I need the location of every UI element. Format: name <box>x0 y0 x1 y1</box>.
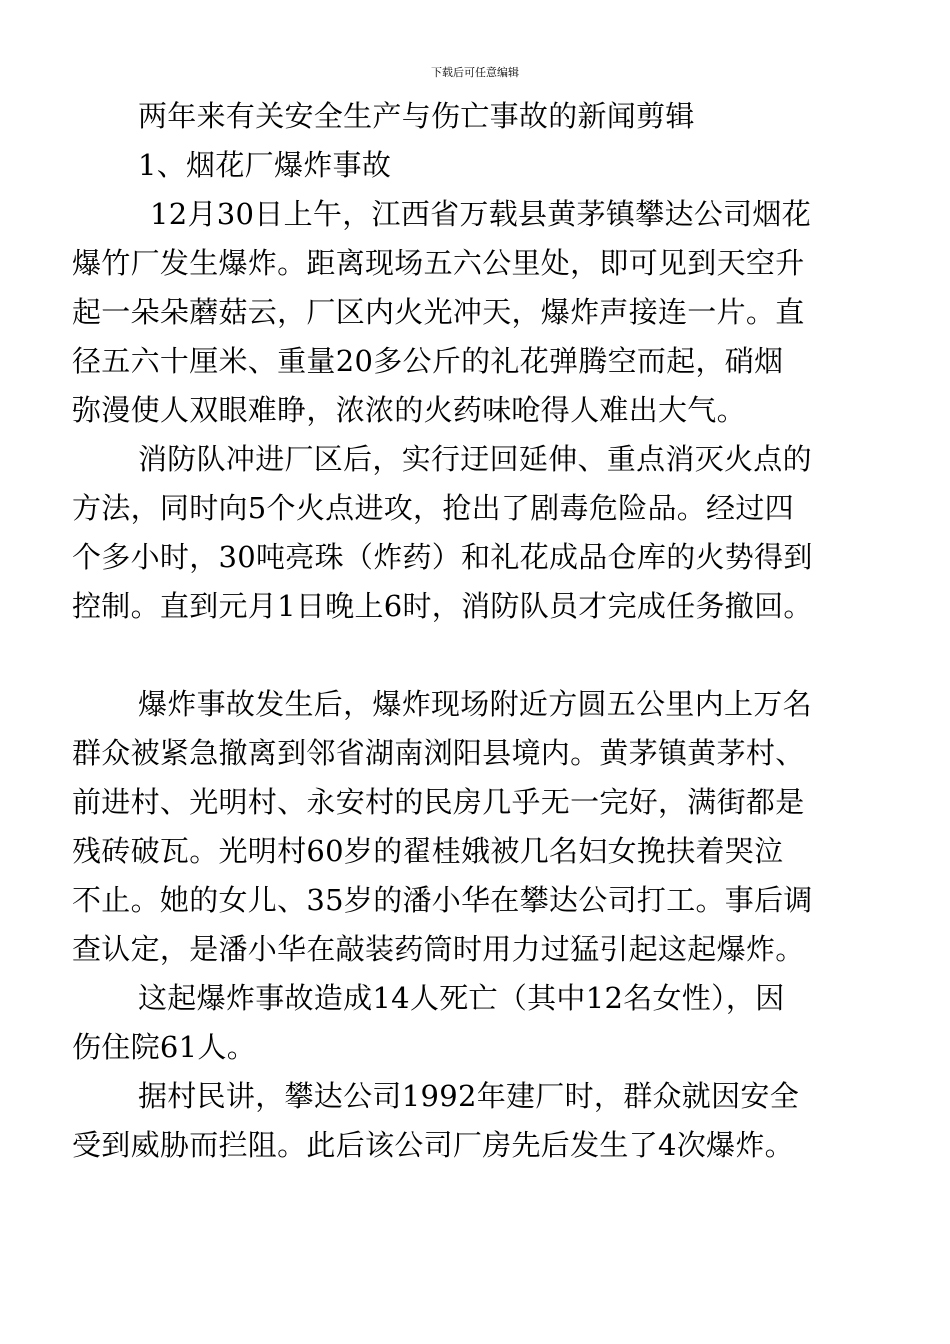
section-heading: 1、烟花厂爆炸事故 <box>138 148 392 182</box>
paragraph-line: 个多小时，30吨亮珠（炸药）和礼花成品仓库的火势得到 <box>72 540 813 574</box>
paragraph <box>72 190 880 435</box>
paragraph <box>72 1072 880 1170</box>
paragraph-list <box>72 190 880 1170</box>
paragraph-line: 爆竹厂发生爆炸。距离现场五六公里处，即可见到天空升 <box>72 246 805 280</box>
paragraph-line: 查认定，是潘小华在敲装药筒时用力过猛引起这起爆炸。 <box>72 932 805 966</box>
paragraph-line: 控制。直到元月1日晚上6时，消防队员才完成任务撤回。 <box>72 589 813 623</box>
paragraph-line: 据村民讲，攀达公司1992年建厂时，群众就因安全 <box>138 1079 800 1113</box>
paragraph <box>72 974 880 1072</box>
paragraph-line: 前进村、光明村、永安村的民房几乎无一完好，满街都是 <box>72 785 805 819</box>
header-note: 下载后可任意编辑 <box>431 66 519 79</box>
paragraph-line: 径五六十厘米、重量20多公斤的礼花弹腾空而起，硝烟 <box>72 344 784 378</box>
paragraph-line: 残砖破瓦。光明村60岁的翟桂娥被几名妇女挽扶着哭泣 <box>72 834 784 868</box>
paragraph-line: 爆炸事故发生后，爆炸现场附近方圆五公里内上万名 <box>138 687 812 721</box>
article-body <box>72 92 880 1170</box>
paragraph-line: 伤住院61人。 <box>72 1030 257 1064</box>
paragraph-line: 弥漫使人双眼难睁，浓浓的火药味呛得人难出大气。 <box>72 393 746 427</box>
paragraph-line: 方法，同时向5个火点进攻，抢出了剧毒危险品。经过四 <box>72 491 794 525</box>
paragraph <box>72 435 880 631</box>
paragraph-line: 12月30日上午，江西省万载县黄茅镇攀达公司烟花 <box>150 197 812 231</box>
article-title: 两年来有关安全生产与伤亡事故的新闻剪辑 <box>138 99 695 133</box>
paragraph <box>72 680 880 974</box>
paragraph-spacer <box>72 631 880 680</box>
paragraph-line: 群众被紧急撤离到邻省湖南浏阳县境内。黄茅镇黄茅村、 <box>72 736 805 770</box>
paragraph-line: 起一朵朵蘑菇云，厂区内火光冲天，爆炸声接连一片。直 <box>72 295 805 329</box>
paragraph-line: 受到威胁而拦阻。此后该公司厂房先后发生了4次爆炸。 <box>72 1128 794 1162</box>
paragraph-line: 消防队冲进厂区后，实行迂回延伸、重点消灭火点的 <box>138 442 812 476</box>
paragraph-line: 这起爆炸事故造成14人死亡（其中12名女性），因 <box>138 981 785 1015</box>
paragraph-line: 不止。她的女儿、35岁的潘小华在攀达公司打工。事后调 <box>72 883 813 917</box>
